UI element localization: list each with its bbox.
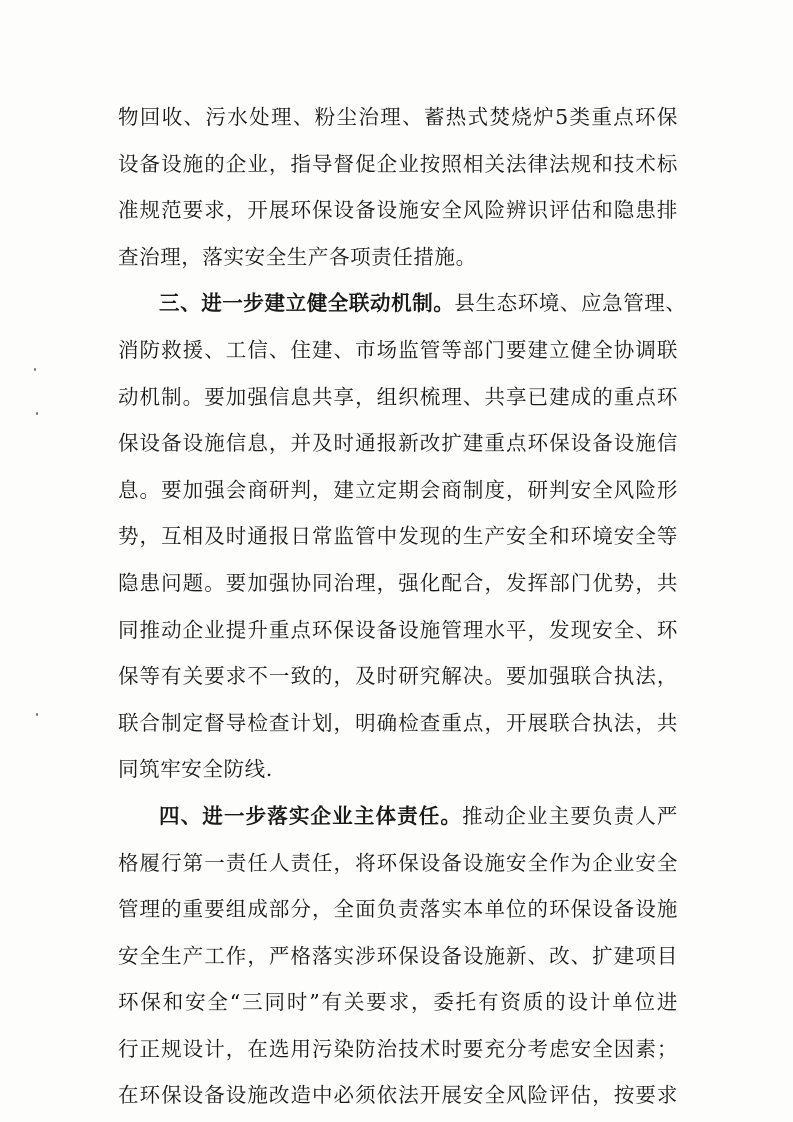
scan-speck <box>36 713 38 716</box>
text-line: 势，互相及时通报日常监管中发现的生产安全和环境安全等 <box>118 524 678 549</box>
text-line: 同推动企业提升重点环保设备设施管理水平，发现安全、环 <box>118 617 678 642</box>
text-line: 设备设施的企业，指导督促企业按照相关法律法规和技术标 <box>118 151 678 176</box>
text-line: 息。要加强会商研判，建立定期会商制度，研判安全风险形 <box>118 477 678 502</box>
text-line: 管理的重要组成部分，全面负责落实本单位的环保设备设施 <box>118 897 678 922</box>
text-line: 保等有关要求不一致的，及时研究解决。要加强联合执法， <box>118 664 678 689</box>
text-line: 动机制。要加强信息共享，组织梳理、共享已建成的重点环 <box>118 384 678 409</box>
text-line: 隐患问题。要加强协同治理，强化配合，发挥部门优势，共 <box>118 570 678 595</box>
scan-speck <box>34 368 36 371</box>
text-line: 格履行第一责任人责任，将环保设备设施安全作为企业安全 <box>118 850 678 875</box>
body-text <box>118 94 687 1119</box>
section-4-lead-text: 推动企业主要负责人严 <box>462 803 679 828</box>
section-3-first-line <box>118 280 687 327</box>
scan-speck <box>36 412 38 415</box>
text-line: 同筑牢安全防线. <box>118 757 273 782</box>
text-line: 保设备设施信息，并及时通报新改扩建重点环保设备设施信 <box>118 431 678 456</box>
text-line: 安全生产工作，严格落实涉环保设备设施新、改、扩建项目 <box>118 943 678 968</box>
text-line: 联合制定督导检查计划，明确检查重点，开展联合执法，共 <box>118 710 678 735</box>
text-line: 消防救援、工信、住建、市场监管等部门要建立健全协调联 <box>118 337 678 362</box>
text-line: 在环保设备设施改造中必须依法开展安全风险评估，按要求 <box>118 1083 678 1108</box>
text-line: 环保和安全“三同时”有关要求，委托有资质的设计单位进 <box>118 990 678 1015</box>
text-line: 物回收、污水处理、粉尘治理、蓄热式焚烧炉5类重点环保 <box>118 105 678 129</box>
text-line: 查治理，落实安全生产各项责任措施。 <box>118 244 477 269</box>
section-heading-3: 三、进一步建立健全联动机制。 <box>159 291 455 316</box>
section-heading-4: 四、进一步落实企业主体责任。 <box>159 803 463 828</box>
section-3-lead-text: 县生态环境、应急管理、 <box>454 291 687 316</box>
section-4-first-line <box>118 793 678 840</box>
text-line: 行正规设计，在选用污染防治技术时要充分考虑安全因素； <box>118 1036 678 1061</box>
text-line: 准规范要求，开展环保设备设施安全风险辨识评估和隐患排 <box>118 198 678 223</box>
